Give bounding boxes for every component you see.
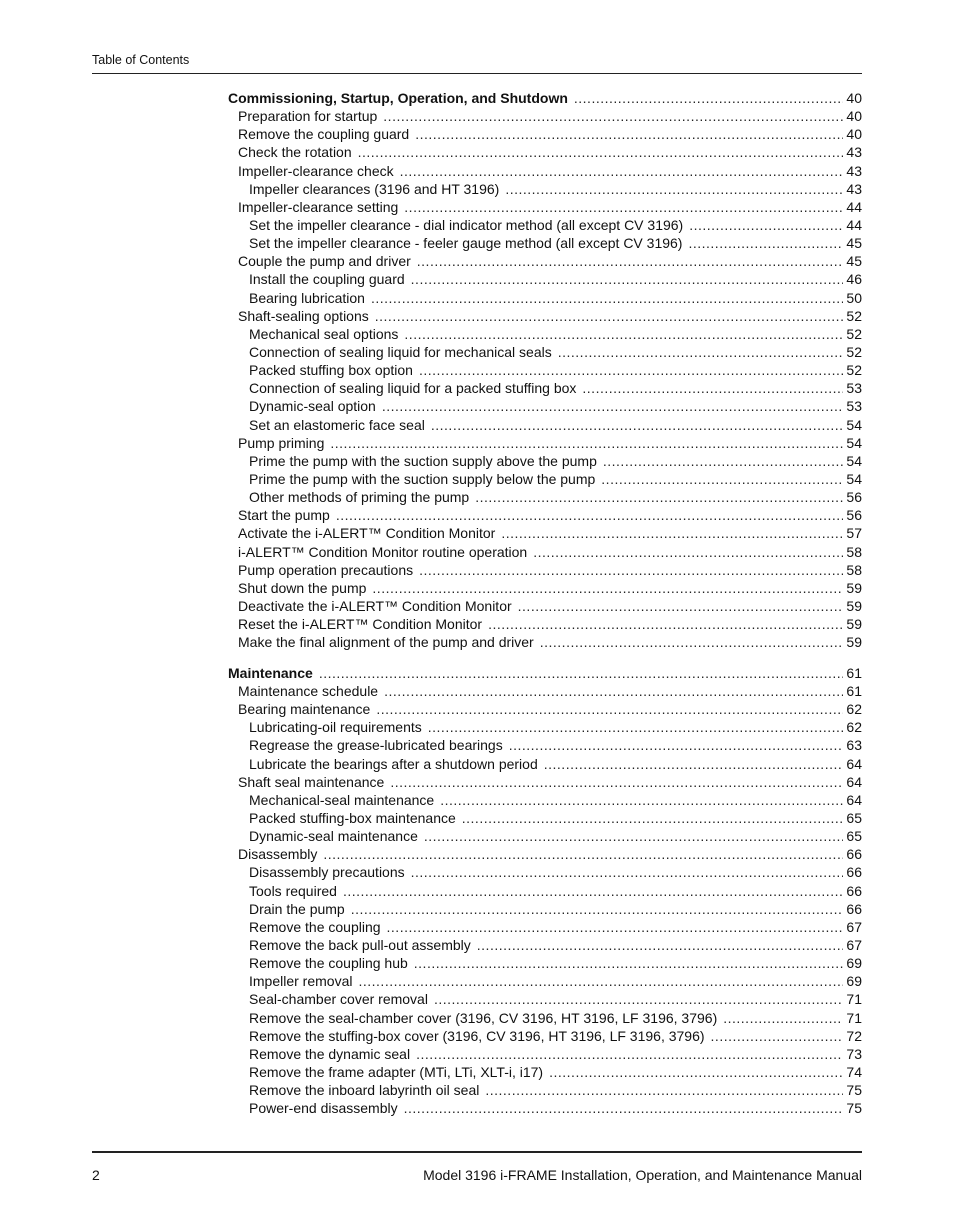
toc-entry-title: Remove the inboard labyrinth oil seal <box>249 1082 480 1099</box>
toc-entry-title: Shaft-sealing options <box>238 307 369 324</box>
dot-leader <box>477 936 844 954</box>
toc-entry-title: Disassembly <box>238 846 318 863</box>
dot-leader <box>376 700 843 718</box>
toc-subentry[interactable] <box>228 1099 862 1117</box>
dot-leader <box>414 954 844 972</box>
toc-subentry[interactable] <box>228 900 862 918</box>
toc-entry[interactable] <box>228 633 862 651</box>
toc-entry-title: Mechanical-seal maintenance <box>249 791 435 808</box>
toc-entry-title: Dynamic-seal maintenance <box>249 828 418 845</box>
dot-leader <box>711 1027 844 1045</box>
toc-page-number: 75 <box>846 1082 862 1099</box>
toc-subentry[interactable] <box>228 1009 862 1027</box>
toc-entry-title: Remove the coupling guard <box>238 126 410 143</box>
dot-leader <box>415 125 843 143</box>
toc-page-number: 62 <box>846 719 862 736</box>
dot-leader <box>518 597 844 615</box>
toc-entry-title: Remove the stuffing-box cover (3196, CV 3196, HT 3196, LF 3196, 3796) <box>249 1027 705 1044</box>
toc-entry-title: Deactivate the i-ALERT™ Condition Monitor <box>238 597 512 614</box>
toc-entry-title: Remove the back pull-out assembly <box>249 936 471 953</box>
toc-page-number: 66 <box>846 900 862 917</box>
toc-entry-title: Lubricate the bearings after a shutdown period <box>249 755 538 772</box>
dot-leader <box>723 1009 843 1027</box>
dot-leader <box>384 682 843 700</box>
toc-page-number: 71 <box>846 1009 862 1026</box>
section-spacer <box>228 651 862 664</box>
toc-subentry[interactable] <box>228 216 862 234</box>
toc-page-number: 65 <box>846 828 862 845</box>
dot-leader <box>343 882 843 900</box>
dot-leader <box>417 252 844 270</box>
dot-leader <box>390 773 843 791</box>
toc-subentry[interactable] <box>228 736 862 754</box>
toc-entry-title: Regrease the grease-lubricated bearings <box>249 737 503 754</box>
toc-subentry[interactable] <box>228 809 862 827</box>
toc-entry-title: Drain the pump <box>249 900 345 917</box>
toc-subentry[interactable] <box>228 990 862 1008</box>
toc-entry[interactable] <box>228 107 862 125</box>
toc-entry-title: Set an elastomeric face seal <box>249 416 425 433</box>
toc-entry-title: Bearing maintenance <box>238 701 371 718</box>
header-divider <box>92 73 862 74</box>
toc-subentry[interactable] <box>228 343 862 361</box>
toc-subentry[interactable] <box>228 416 862 434</box>
dot-leader <box>544 755 844 773</box>
toc-page-number: 45 <box>846 235 862 252</box>
toc-page-number: 69 <box>846 955 862 972</box>
toc-entry-title: Prime the pump with the suction supply below the pump <box>249 470 596 487</box>
toc-subentry[interactable] <box>228 972 862 990</box>
toc-page-number: 59 <box>846 579 862 596</box>
toc-page-number: 45 <box>846 253 862 270</box>
toc-page-number: 52 <box>846 307 862 324</box>
toc-entry-title: Impeller-clearance setting <box>238 198 399 215</box>
toc-subentry[interactable] <box>228 755 862 773</box>
toc-page-number: 67 <box>846 918 862 935</box>
toc-page-number: 62 <box>846 701 862 718</box>
toc-entry[interactable] <box>228 700 862 718</box>
toc-page-number: 52 <box>846 343 862 360</box>
toc-entry[interactable] <box>228 773 862 791</box>
toc-page-number: 67 <box>846 936 862 953</box>
toc-entry-title: Remove the dynamic seal <box>249 1045 411 1062</box>
toc-page-number: 57 <box>846 525 862 542</box>
toc-page-number: 66 <box>846 846 862 863</box>
dot-leader <box>383 107 843 125</box>
toc-subentry[interactable] <box>228 470 862 488</box>
dot-leader <box>533 543 843 561</box>
toc-page-number: 58 <box>846 561 862 578</box>
toc-page-number: 46 <box>846 271 862 288</box>
dot-leader <box>440 791 843 809</box>
toc-page-number: 40 <box>846 126 862 143</box>
dot-leader <box>330 434 843 452</box>
toc-entry[interactable] <box>228 252 862 270</box>
toc-entry-title: Packed stuffing box option <box>249 362 413 379</box>
toc-subentry[interactable] <box>228 488 862 506</box>
toc-page-number: 40 <box>846 108 862 125</box>
toc-section-heading[interactable] <box>228 89 862 107</box>
toc-page-number: 58 <box>846 543 862 560</box>
toc-entry-title: Preparation for startup <box>238 108 378 125</box>
dot-leader <box>582 379 843 397</box>
dot-leader <box>411 270 844 288</box>
manual-title: Model 3196 i-FRAME Installation, Operation, and Maintenance Manual <box>423 1167 862 1183</box>
toc-subentry[interactable] <box>228 270 862 288</box>
dot-leader <box>462 809 844 827</box>
toc-page-number: 66 <box>846 882 862 899</box>
toc-page-number: 40 <box>846 90 862 106</box>
toc-subentry[interactable] <box>228 882 862 900</box>
toc-entry-title: Set the impeller clearance - dial indicator method (all except CV 3196) <box>249 216 684 233</box>
toc-page-number: 54 <box>846 416 862 433</box>
toc-entry-title: Tools required <box>249 882 337 899</box>
toc-page-number: 54 <box>846 452 862 469</box>
toc-subentry[interactable] <box>228 918 862 936</box>
dot-leader <box>323 845 843 863</box>
toc-entry-title: Dynamic-seal option <box>249 398 376 415</box>
toc-entry[interactable] <box>228 198 862 216</box>
toc-entry-title: Connection of sealing liquid for mechanical seals <box>249 343 552 360</box>
table-of-contents <box>228 89 862 1117</box>
dot-leader <box>400 162 844 180</box>
dot-leader <box>485 1081 843 1099</box>
toc-entry[interactable] <box>228 682 862 700</box>
toc-page-number: 43 <box>846 144 862 161</box>
toc-page-number: 54 <box>846 434 862 451</box>
toc-entry-title: Pump operation precautions <box>238 561 414 578</box>
dot-leader <box>419 361 843 379</box>
toc-entry-title: Start the pump <box>238 507 330 524</box>
toc-entry[interactable] <box>228 597 862 615</box>
dot-leader <box>404 325 843 343</box>
toc-entry-title: Impeller removal <box>249 973 353 990</box>
dot-leader <box>505 180 843 198</box>
dot-leader <box>603 452 844 470</box>
dot-leader <box>351 900 844 918</box>
dot-leader <box>419 561 843 579</box>
toc-page-number: 65 <box>846 809 862 826</box>
toc-page-number: 56 <box>846 489 862 506</box>
dot-leader <box>372 579 843 597</box>
toc-entry-title: Shaft seal maintenance <box>238 773 385 790</box>
dot-leader <box>371 289 843 307</box>
toc-entry-title: Pump priming <box>238 434 325 451</box>
dot-leader <box>336 506 844 524</box>
toc-subentry[interactable] <box>228 1045 862 1063</box>
toc-section-heading[interactable] <box>228 664 862 682</box>
toc-page-number: 53 <box>846 398 862 415</box>
toc-subentry[interactable] <box>228 863 862 881</box>
toc-entry-title: Remove the coupling <box>249 918 381 935</box>
toc-subentry[interactable] <box>228 1081 862 1099</box>
dot-leader <box>601 470 843 488</box>
toc-page-number: 52 <box>846 362 862 379</box>
toc-entry-title: Other methods of priming the pump <box>249 489 470 506</box>
toc-entry-title: Mechanical seal options <box>249 325 399 342</box>
dot-leader <box>574 89 844 107</box>
toc-subentry[interactable] <box>228 954 862 972</box>
dot-leader <box>387 918 844 936</box>
toc-entry[interactable] <box>228 579 862 597</box>
toc-page-number: 66 <box>846 864 862 881</box>
dot-leader <box>488 615 843 633</box>
toc-entry[interactable] <box>228 434 862 452</box>
toc-subentry[interactable] <box>228 180 862 198</box>
toc-entry[interactable] <box>228 524 862 542</box>
toc-page-number: 52 <box>846 325 862 342</box>
toc-entry[interactable] <box>228 506 862 524</box>
toc-subentry[interactable] <box>228 234 862 252</box>
footer-divider <box>92 1151 862 1153</box>
toc-page-number: 74 <box>846 1063 862 1080</box>
dot-leader <box>382 397 844 415</box>
toc-page-number: 56 <box>846 507 862 524</box>
toc-page-number: 64 <box>846 755 862 772</box>
dot-leader <box>431 416 844 434</box>
toc-page-number: 61 <box>846 683 862 699</box>
toc-entry[interactable] <box>228 845 862 863</box>
toc-subentry[interactable] <box>228 1063 862 1081</box>
toc-subentry[interactable] <box>228 361 862 379</box>
dot-leader <box>540 633 844 651</box>
toc-subentry[interactable] <box>228 936 862 954</box>
toc-page-number: 64 <box>846 791 862 808</box>
dot-leader <box>501 524 843 542</box>
toc-subentry[interactable] <box>228 325 862 343</box>
toc-subentry[interactable] <box>228 827 862 845</box>
toc-entry-title: Set the impeller clearance - feeler gauge method (all except CV 3196) <box>249 235 683 252</box>
toc-page-number: 75 <box>846 1100 862 1117</box>
toc-page-number: 43 <box>846 162 862 179</box>
dot-leader <box>404 1099 844 1117</box>
toc-page-number: 54 <box>846 470 862 487</box>
dot-leader <box>424 827 844 845</box>
toc-entry-title: Prime the pump with the suction supply above the pump <box>249 452 597 469</box>
dot-leader <box>404 198 843 216</box>
toc-entry-title: Remove the coupling hub <box>249 955 408 972</box>
toc-page-number: 61 <box>846 664 862 681</box>
dot-leader <box>688 234 843 252</box>
toc-entry-title: Impeller clearances (3196 and HT 3196) <box>249 180 500 197</box>
dot-leader <box>375 307 844 325</box>
toc-entry-title: Lubricating-oil requirements <box>249 719 422 736</box>
toc-page-number: 63 <box>846 737 862 754</box>
toc-entry-title: Check the rotation <box>238 144 352 161</box>
toc-page-number: 69 <box>846 973 862 990</box>
toc-page-number: 72 <box>846 1027 862 1044</box>
toc-page-number: 59 <box>846 597 862 614</box>
toc-entry-title: Packed stuffing-box maintenance <box>249 809 456 826</box>
toc-page-number: 53 <box>846 380 862 397</box>
page-number: 2 <box>92 1167 100 1183</box>
toc-subentry[interactable] <box>228 1027 862 1045</box>
dot-leader <box>549 1063 843 1081</box>
toc-entry-title: Impeller-clearance check <box>238 162 394 179</box>
toc-entry-title: Connection of sealing liquid for a packed stuffing box <box>249 380 577 397</box>
toc-entry-title: Disassembly precautions <box>249 864 405 881</box>
toc-entry-title: Maintenance schedule <box>238 683 379 699</box>
toc-entry[interactable] <box>228 615 862 633</box>
toc-page-number: 44 <box>846 216 862 233</box>
toc-entry-title: Reset the i-ALERT™ Condition Monitor <box>238 616 483 633</box>
toc-entry[interactable] <box>228 543 862 561</box>
toc-entry[interactable] <box>228 307 862 325</box>
toc-entry-title: Seal-chamber cover removal <box>249 991 428 1008</box>
toc-entry-title: Commissioning, Startup, Operation, and Shutdown <box>228 90 568 106</box>
toc-entry-title: Maintenance <box>228 664 313 681</box>
toc-page-number: 59 <box>846 634 862 651</box>
dot-leader <box>416 1045 843 1063</box>
toc-entry[interactable] <box>228 143 862 161</box>
toc-page-number: 71 <box>846 991 862 1008</box>
toc-subentry[interactable] <box>228 718 862 736</box>
toc-page-number: 64 <box>846 773 862 790</box>
running-header: Table of Contents <box>92 53 190 67</box>
toc-subentry[interactable] <box>228 379 862 397</box>
toc-page-number: 50 <box>846 289 862 306</box>
dot-leader <box>358 972 843 990</box>
toc-entry-title: Install the coupling guard <box>249 271 405 288</box>
toc-entry-title: Remove the frame adapter (MTi, LTi, XLT-i, i17) <box>249 1063 544 1080</box>
toc-entry-title: Activate the i-ALERT™ Condition Monitor <box>238 525 496 542</box>
toc-page-number: 73 <box>846 1045 862 1062</box>
toc-entry-title: Make the final alignment of the pump and driver <box>238 634 534 651</box>
toc-subentry[interactable] <box>228 397 862 415</box>
dot-leader <box>509 736 844 754</box>
toc-page-number: 44 <box>846 198 862 215</box>
toc-entry[interactable] <box>228 561 862 579</box>
toc-page-number: 59 <box>846 616 862 633</box>
dot-leader <box>428 718 844 736</box>
toc-entry[interactable] <box>228 162 862 180</box>
dot-leader <box>358 143 844 161</box>
toc-entry-title: i-ALERT™ Condition Monitor routine operation <box>238 543 528 560</box>
toc-subentry[interactable] <box>228 791 862 809</box>
toc-entry-title: Couple the pump and driver <box>238 253 411 270</box>
dot-leader <box>434 990 843 1008</box>
toc-entry-title: Shut down the pump <box>238 579 367 596</box>
toc-subentry[interactable] <box>228 452 862 470</box>
toc-entry-title: Bearing lubrication <box>249 289 365 306</box>
dot-leader <box>558 343 844 361</box>
toc-page-number: 43 <box>846 180 862 197</box>
dot-leader <box>319 664 844 682</box>
toc-entry-title: Remove the seal-chamber cover (3196, CV 3196, HT 3196, LF 3196, 3796) <box>249 1009 718 1026</box>
toc-entry-title: Power-end disassembly <box>249 1100 398 1117</box>
toc-subentry[interactable] <box>228 289 862 307</box>
toc-entry[interactable] <box>228 125 862 143</box>
dot-leader <box>689 216 843 234</box>
dot-leader <box>411 863 844 881</box>
dot-leader <box>475 488 843 506</box>
